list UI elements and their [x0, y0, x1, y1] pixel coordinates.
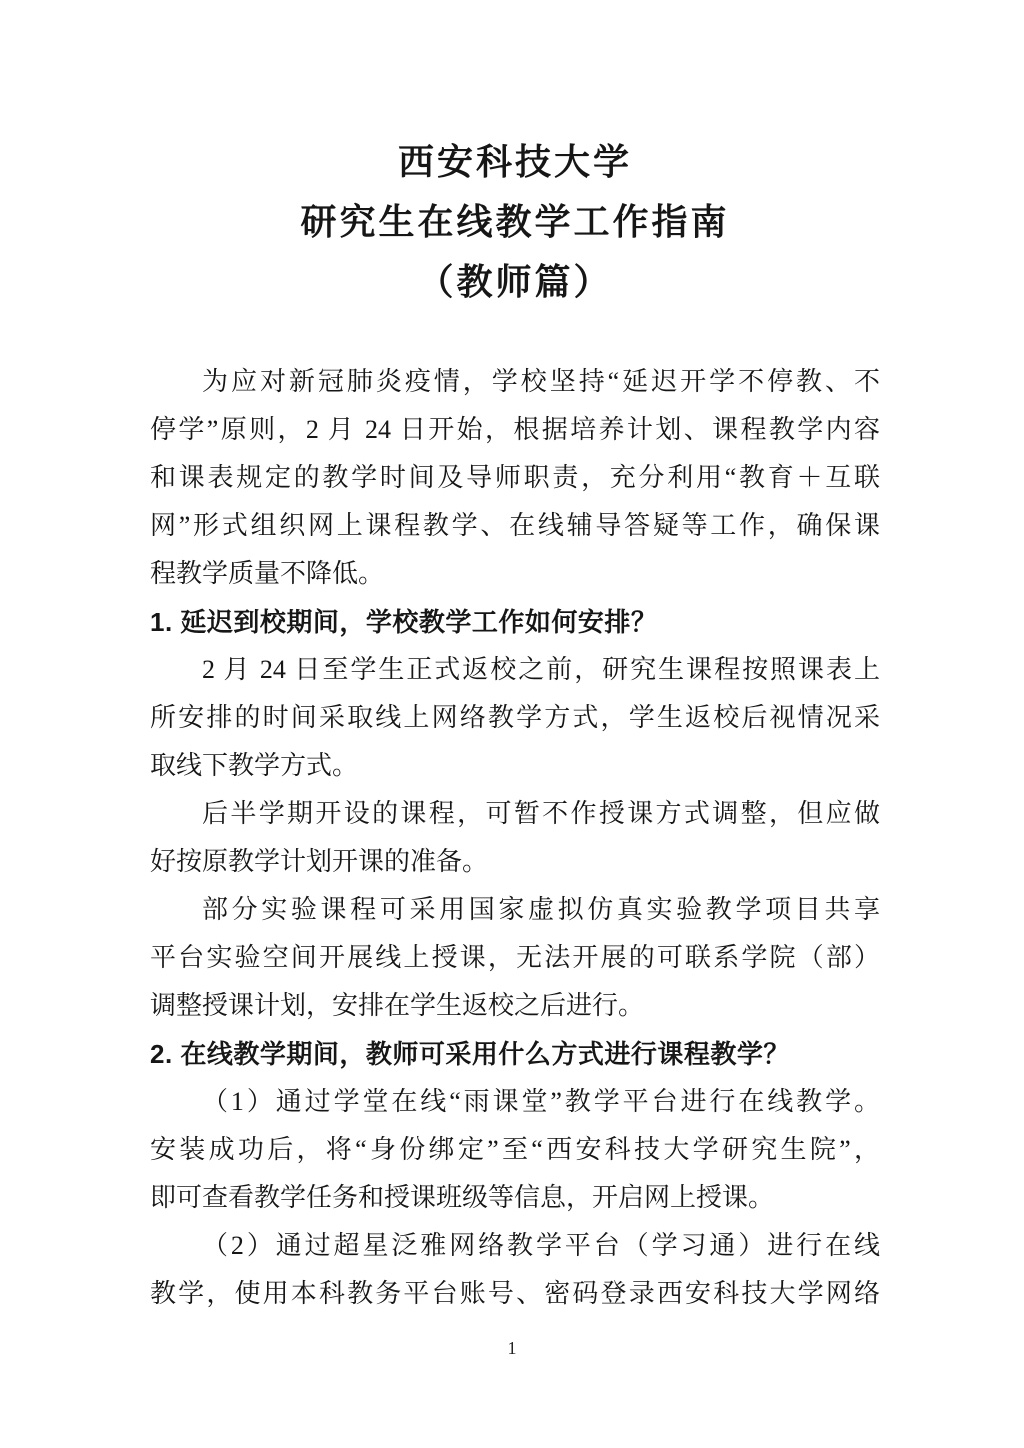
- text-line: 所安排的时间采取线上网络教学方式，学生返校后视情况采: [150, 703, 880, 732]
- text-line: 网”形式组织网上课程教学、在线辅导答疑等工作，确保课: [150, 511, 880, 540]
- text-line: （2）通过超星泛雅网络教学平台（学习通）进行在线: [202, 1231, 880, 1260]
- title-line-edition: （教师篇）: [417, 262, 613, 302]
- text-line: 教学，使用本科教务平台账号、密码登录西安科技大学网络: [150, 1279, 880, 1308]
- text-line: 部分实验课程可采用国家虚拟仿真实验教学项目共享: [202, 895, 880, 924]
- text-line: （1）通过学堂在线“雨课堂”教学平台进行在线教学。: [202, 1087, 880, 1116]
- text-line: 2 月 24 日至学生正式返校之前，研究生课程按照课表上: [202, 655, 880, 684]
- text-line: 停学”原则，2 月 24 日开始，根据培养计划、课程教学内容: [150, 415, 880, 444]
- section-heading-1: 1. 延迟到校期间，学校教学工作如何安排？: [150, 607, 658, 637]
- paragraph: [150, 1222, 880, 1318]
- text-line: 和课表规定的教学时间及导师职责，充分利用“教育＋互联: [150, 463, 880, 492]
- text-line: 为应对新冠肺炎疫情，学校坚持“延迟开学不停教、不: [202, 367, 880, 396]
- text-line: 程教学质量不降低。: [150, 559, 385, 588]
- title-line-guide: 研究生在线教学工作指南: [300, 202, 730, 242]
- paragraph: [150, 886, 880, 1030]
- intro-paragraph: [150, 358, 880, 598]
- text-line: 好按原教学计划开课的准备。: [150, 847, 489, 876]
- document-body: [150, 358, 880, 1318]
- text-line: 调整授课计划，安排在学生返校之后进行。: [150, 991, 645, 1020]
- title-line-university: 西安科技大学: [397, 142, 632, 182]
- document-title: [150, 132, 880, 312]
- paragraph: [150, 790, 880, 886]
- page-number: 1: [507, 1338, 517, 1358]
- text-line: 即可查看教学任务和授课班级等信息，开启网上授课。: [150, 1183, 775, 1212]
- text-line: 取线下教学方式。: [150, 751, 359, 780]
- paragraph: [150, 646, 880, 790]
- text-line: 后半学期开设的课程，可暂不作授课方式调整，但应做: [202, 799, 880, 828]
- page-content: [150, 0, 880, 1318]
- text-line: 平台实验空间开展线上授课，无法开展的可联系学院（部）: [150, 943, 880, 972]
- paragraph: [150, 1078, 880, 1222]
- section-heading-2: 2. 在线教学期间，教师可采用什么方式进行课程教学？: [150, 1039, 790, 1069]
- text-line: 安装成功后，将“身份绑定”至“西安科技大学研究生院”，: [150, 1135, 880, 1164]
